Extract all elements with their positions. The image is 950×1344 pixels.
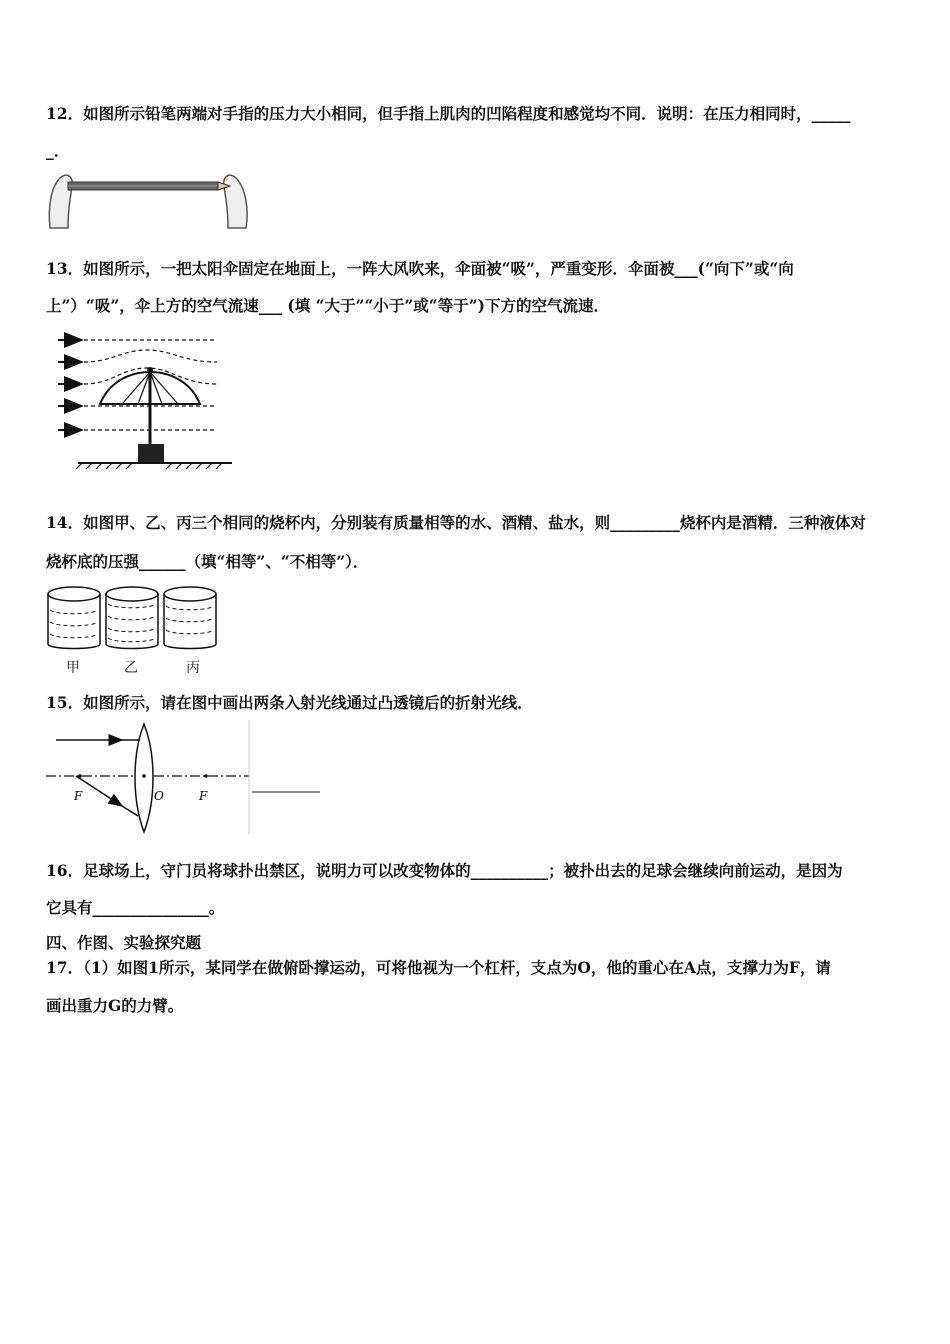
section4-heading: 四、作图、实验探究题 <box>46 933 202 952</box>
q12-line1: 12．如图所示铅笔两端对手指的压力大小相同，但手指上肌肉的凹陷程度和感觉均不同．说明：在压力相同时，_____ <box>46 104 851 123</box>
beaker-label-bing: 丙 <box>186 660 200 676</box>
q12-line2: _． <box>46 141 70 160</box>
q16-line2: 它具有_______________。 <box>46 898 225 917</box>
umbrella-wind-figure <box>52 328 237 470</box>
q17-line1: 17．（1）如图1所示，某同学在做俯卧撑运动，可将他视为一个杠杆，支点为O，他的重心在A点，支撑力为F，请 <box>46 958 831 977</box>
focus-right-label: F <box>199 789 208 803</box>
q13-line2: 上”）“吸”，伞上方的空气流速___ (填 “大于”“小于”或“等于”)下方的空气流速． <box>46 296 609 315</box>
q14-line2: 烧杯底的压强______（填“相等”、“不相等”）． <box>46 552 369 571</box>
focus-left-label: F <box>74 789 83 803</box>
q15-line1: 15．如图所示，请在图中画出两条入射光线通过凸透镜后的折射光线． <box>46 693 533 712</box>
beakers-figure <box>44 580 224 654</box>
beaker-label-yi: 乙 <box>124 660 138 676</box>
q16-line1: 16．足球场上，守门员将球扑出禁区，说明力可以改变物体的__________；被扑出去的足球会继续向前运动，是因为 <box>46 861 843 880</box>
beaker-yi <box>106 587 158 649</box>
beaker-label-jia: 甲 <box>66 660 80 676</box>
q14-line1: 14．如图甲、乙、丙三个相同的烧杯内，分别装有质量相等的水、酒精、盐水，则_________烧杯内是酒精．三种液体对 <box>46 513 866 532</box>
beaker-jia <box>48 587 100 649</box>
q13-line1: 13．如图所示，一把太阳伞固定在地面上，一阵大风吹来，伞面被“吸”，严重变形．伞面被___(“向下”或“向 <box>46 259 794 278</box>
convex-lens-figure <box>44 720 324 836</box>
pencil-figure <box>46 170 251 232</box>
beaker-bing <box>164 587 216 649</box>
optical-center-label: O <box>154 789 164 803</box>
q17-line2: 画出重力G的力臂。 <box>46 996 184 1015</box>
